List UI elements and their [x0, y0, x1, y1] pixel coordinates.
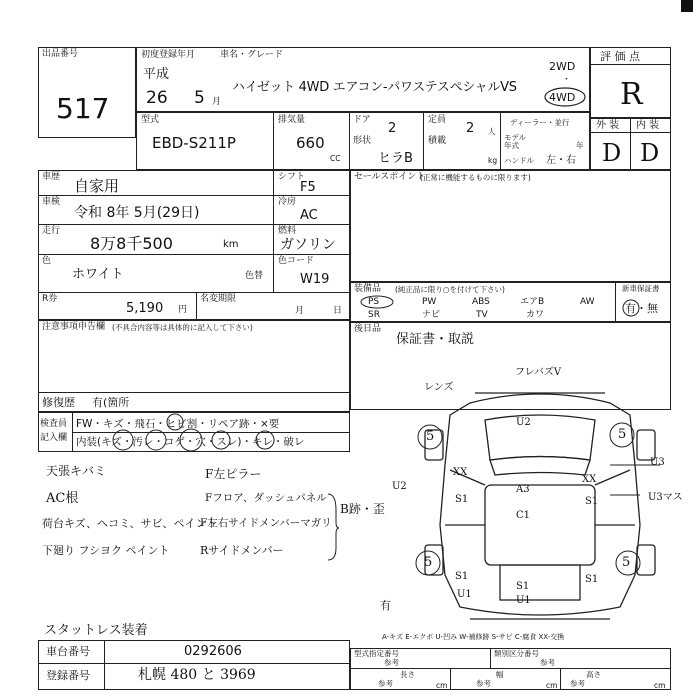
eq-item-airbag: エアB: [520, 297, 545, 307]
caution-note: (不具合内容等は具体的に記入して下さい): [112, 323, 253, 332]
displacement: 660: [296, 134, 325, 152]
exterior-label: 外 装: [596, 120, 620, 131]
displacement-unit: CC: [330, 154, 341, 163]
mark-u2-top: U2: [516, 417, 531, 428]
reg-month: 5: [194, 88, 205, 108]
doors: 2: [388, 121, 397, 136]
drive-dot: ・: [562, 75, 572, 85]
height-ref: 参考: [570, 679, 585, 688]
recycle-label: R券: [42, 294, 58, 304]
shift: F5: [300, 180, 316, 195]
mark-5-fr: 5: [618, 427, 627, 442]
color-no-label: 色替: [245, 271, 264, 281]
lot-label: 出品番号: [42, 49, 79, 59]
type-designation-label: 型式指定番号: [354, 649, 399, 658]
note-right-1: F左ピラー: [205, 467, 262, 481]
name-grade: ハイゼット 4WD エアコン-パワステスペシャルVS: [232, 80, 517, 95]
plate-label: 登録番号: [46, 669, 90, 682]
mark-xx-right: XX: [582, 474, 597, 485]
recycle-unit: 円: [178, 305, 188, 315]
color-code-label: 色コード: [278, 256, 315, 266]
type-designation-ref: 参考: [384, 658, 399, 667]
mark-u1-rc: U1: [516, 595, 531, 606]
eq-item-pw: PW: [422, 297, 437, 307]
entry-label: 記入欄: [40, 433, 68, 443]
color: ホワイト: [72, 267, 124, 282]
plate: 札幌 480 と 3969: [138, 667, 256, 683]
model: EBD-S211P: [152, 134, 236, 152]
eq-item-ps: PS: [368, 297, 380, 307]
chassis: 0292606: [184, 644, 242, 659]
diagram-legend: A-キズ E-エクボ U-凹み W-補修跡 S-サビ C-腐食 XX-交換: [382, 633, 565, 641]
note-line-1: 天張キバミ: [46, 464, 107, 478]
note-line-3: 荷台キズ、ヘコミ、サビ、ペイント: [42, 517, 218, 530]
note-right-2: Fフロア、ダッシュパネル: [205, 492, 327, 504]
lot-number: 517: [56, 92, 110, 125]
history: 自家用: [74, 177, 120, 195]
note-line-2: AC根: [46, 491, 79, 506]
name-grade-label: 車名・グレード: [220, 50, 284, 60]
displacement-label: 排気量: [278, 115, 306, 125]
dealer-label: ディーラー・並行: [510, 118, 570, 127]
year-label: 年: [576, 141, 584, 150]
capacity: 2: [466, 121, 475, 136]
caution-label: 注意事項申告欄: [42, 322, 106, 332]
later-label: 後日品: [354, 324, 382, 334]
capacity-unit: 人: [488, 127, 496, 136]
load-unit: kg: [488, 156, 498, 165]
b-note: B跡・歪: [340, 502, 385, 516]
car-damage-diagram: [400, 375, 680, 640]
chassis-label: 車台番号: [46, 645, 90, 658]
inspection-label: 車検: [42, 197, 61, 207]
eq-item-tv: TV: [476, 310, 488, 320]
mark-lens: レンズ: [424, 382, 454, 393]
mark-5-fl: 5: [426, 429, 435, 444]
reg-month-unit: 月: [212, 97, 222, 107]
model-label: 型式: [141, 115, 160, 125]
ac-label: 冷房: [278, 197, 297, 207]
later-items: 保証書・取説: [396, 332, 475, 347]
mark-s1-rr: S1: [585, 574, 599, 585]
capacity-label: 定員: [428, 115, 447, 125]
eq-item-leather: カワ: [526, 310, 545, 320]
deadline-month: 月: [295, 306, 305, 316]
shape-label: 形状: [353, 136, 372, 146]
mark-front: フレバズV: [515, 367, 562, 378]
length-label: 長さ: [400, 670, 415, 679]
reg-year-label: 初度登録年月: [141, 50, 196, 60]
mark-xx-left: XX: [453, 467, 468, 478]
rating-label: 評 価 点: [600, 50, 640, 63]
inspection: 令和 8年 5月(29日): [74, 205, 200, 221]
inspector-line2: 内装(キズ・汚レ・コゲ・穴・スレ)・キレ・破レ: [76, 436, 305, 448]
reg-year: 26: [146, 88, 168, 108]
model-year-label: モデル年式: [504, 133, 527, 150]
note-right-4: Rサイドメンバー: [200, 544, 284, 557]
height-label: 高さ: [586, 670, 601, 679]
load-label: 積載: [428, 136, 447, 146]
eq-item-sr: SR: [368, 310, 380, 320]
deadline-day: 日: [333, 306, 343, 316]
shift-label: シフト: [278, 172, 306, 182]
mark-a3: A3: [516, 484, 530, 495]
handle-label: ハンドル: [504, 156, 534, 165]
mark-u3-mass: U3マス: [648, 492, 683, 503]
sales-point-box: [350, 170, 671, 282]
equipment-label: 装備品: [354, 284, 382, 294]
inspector-line1: FW・キズ・飛石・ヒビ割・リペア跡・×要: [76, 418, 280, 430]
height-unit: cm: [654, 681, 666, 690]
note-right-3: F左右サイドメンバーマガリ: [200, 517, 332, 529]
mark-u1-rl: U1: [457, 589, 472, 600]
mark-s1-right: S1: [585, 496, 599, 507]
width-label: 幅: [496, 670, 504, 679]
repair-label: 修復歴: [42, 396, 75, 409]
rating-value: R: [620, 77, 643, 112]
warranty: 有・無: [625, 302, 658, 315]
doors-label: ドア: [353, 115, 371, 125]
classification-ref: 参考: [540, 658, 555, 667]
drive-4wd: 4WD: [549, 91, 576, 104]
interior-grade: D: [640, 139, 660, 167]
ac: AC: [300, 208, 318, 223]
recycle-deadline-label: 名変期限: [200, 294, 237, 304]
recycle-amount: 5,190: [126, 301, 164, 316]
history-label: 車歴: [42, 172, 61, 182]
note-line-4: 下廻り フシヨク ペイント: [42, 544, 170, 557]
mark-yes: 有: [380, 599, 391, 612]
repair: 有(箇所: [92, 396, 130, 409]
eq-item-abs: ABS: [472, 297, 490, 307]
caution-box: [38, 320, 350, 412]
interior-label: 内 装: [636, 120, 660, 131]
sales-point-label: セールスポイント: [354, 172, 426, 182]
length-unit: cm: [436, 681, 448, 690]
classification-label: 類別区分番号: [494, 649, 539, 658]
era: 平成: [143, 67, 170, 82]
mileage: 8万8千500: [90, 234, 173, 253]
color-label: 色: [42, 256, 52, 266]
mark-5-rl: 5: [424, 555, 433, 570]
mark-s1-rl: S1: [455, 571, 469, 582]
mark-u2-left: U2: [392, 481, 407, 492]
inspector-marks: [72, 412, 350, 452]
mark-u3-right: U3: [650, 457, 665, 468]
sales-point-note: (正常に機能するものに限ります): [420, 173, 531, 182]
warranty-circle: [620, 298, 642, 318]
eq-item-navi: ナビ: [422, 310, 441, 320]
eq-item-aw: AW: [580, 297, 595, 307]
equipment-note: (純正品に限り○を付けて下さい): [395, 285, 505, 294]
exterior-grade: D: [602, 139, 622, 167]
warranty-label: 新車保証書: [622, 284, 660, 293]
width-unit: cm: [546, 681, 558, 690]
fuel-label: 燃料: [278, 226, 297, 236]
inspector-label: 検査員: [40, 419, 68, 429]
mileage-label: 走行: [42, 226, 61, 236]
mark-5-rr: 5: [622, 555, 631, 570]
mark-c1: C1: [516, 510, 531, 521]
mark-s1-left: S1: [455, 494, 469, 505]
b-note-brace: [326, 492, 340, 562]
drive-2wd: 2WD: [549, 60, 576, 73]
mark-s1-rc: S1: [516, 581, 530, 592]
fuel: ガソリン: [280, 237, 336, 253]
studless-note: スタットレス装着: [44, 623, 148, 638]
mileage-unit: km: [223, 239, 239, 250]
color-code: W19: [300, 272, 330, 287]
handle: 左・右: [546, 155, 576, 166]
length-ref: 参考: [378, 679, 393, 688]
shape: ヒラB: [378, 151, 413, 166]
width-ref: 参考: [476, 679, 491, 688]
drive-4wd-circle: [543, 86, 587, 108]
corner-mark: [681, 0, 693, 12]
eq-ps-circle: [359, 294, 395, 310]
